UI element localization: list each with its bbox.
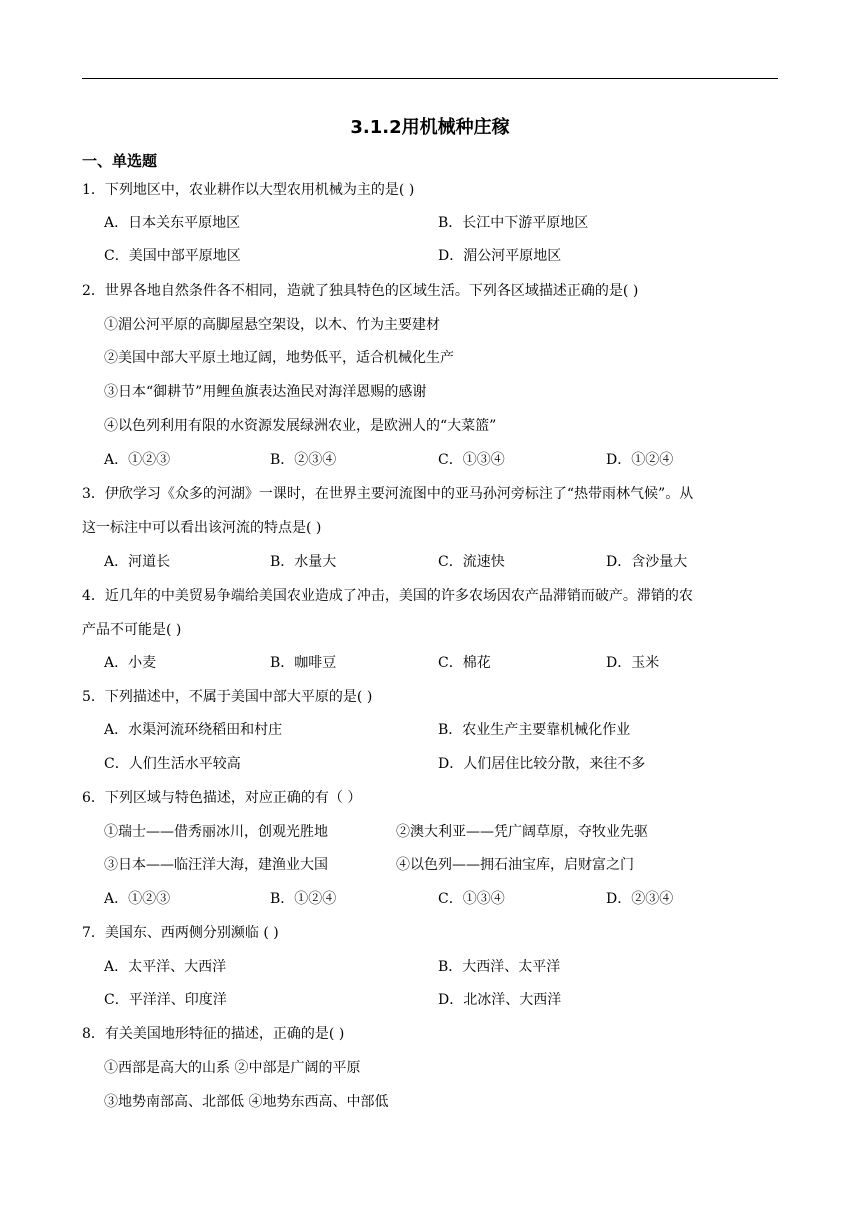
question-3-option-a: A．河道长: [104, 554, 171, 570]
question-3-stem-line-1: 3．伊欣学习《众多的河湖》一课时，在世界主要河流图中的亚马孙河旁标注了“热带雨林气候”。从: [82, 486, 694, 502]
question-4-stem-line-1: 4．近几年的中美贸易争端给美国农业造成了冲击，美国的许多农场因农产品滞销而破产。滞销的农: [82, 588, 693, 604]
question-4-option-d: D．玉米: [606, 655, 660, 671]
header-rule: [82, 78, 778, 79]
question-6-item-1: ①瑞士——借秀丽冰川，创观光胜地: [104, 824, 328, 840]
question-1-option-d: D．湄公河平原地区: [438, 248, 562, 264]
question-4-option-b: B．咖啡豆: [270, 655, 337, 671]
question-7-option-b: B．大西洋、太平洋: [438, 959, 561, 975]
question-6-option-c: C．①③④: [438, 891, 505, 907]
question-6-option-d: D．②③④: [606, 891, 674, 907]
question-6-option-a: A．①②③: [104, 891, 171, 907]
question-2-option-a: A．①②③: [104, 452, 171, 468]
question-4-stem-line-2: 产品不可能是( ): [82, 622, 182, 638]
question-3-option-d: D．含沙量大: [606, 554, 688, 570]
question-1-option-a: A．日本关东平原地区: [104, 215, 241, 231]
question-2-stem: 2．世界各地自然条件各不相同，造就了独具特色的区域生活。下列各区域描述正确的是( ): [82, 283, 639, 299]
page-title: 3.1.2用机械种庄稼: [350, 117, 510, 138]
question-5-option-d: D．人们居住比较分散，来往不多: [438, 756, 646, 772]
question-3-stem-line-2: 这一标注中可以看出该河流的特点是( ): [82, 520, 322, 536]
question-2-item-4: ④以色列利用有限的水资源发展绿洲农业，是欧洲人的“大菜篮”: [104, 418, 497, 434]
question-2-option-d: D．①②④: [606, 452, 674, 468]
question-6-item-4: ④以色列——拥石油宝库，启财富之门: [396, 857, 634, 873]
question-2-item-2: ②美国中部大平原土地辽阔，地势低平，适合机械化生产: [104, 350, 454, 366]
question-7-stem: 7．美国东、西两侧分别濒临 ( ): [82, 925, 279, 941]
question-2-item-3: ③日本“御耕节”用鲤鱼旗表达渔民对海洋恩赐的感谢: [104, 384, 427, 400]
question-1-option-c: C．美国中部平原地区: [104, 248, 241, 264]
question-3-option-b: B．水量大: [270, 554, 337, 570]
question-4-option-c: C．棉花: [438, 655, 491, 671]
question-8-stem: 8．有关美国地形特征的描述，正确的是( ): [82, 1026, 345, 1042]
question-6-stem: 6．下列区域与特色描述，对应正确的有（ ）: [82, 790, 362, 806]
question-1-option-b: B．长江中下游平原地区: [438, 215, 589, 231]
question-4-option-a: A．小麦: [104, 655, 157, 671]
question-2-option-c: C．①③④: [438, 452, 505, 468]
question-8-item-line-2: ③地势南部高、北部低 ④地势东西高、中部低: [104, 1094, 389, 1110]
question-5-option-b: B．农业生产主要靠机械化作业: [438, 722, 631, 738]
section-heading: 一、单选题: [82, 152, 158, 170]
question-5-option-a: A．水渠河流环绕稻田和村庄: [104, 722, 283, 738]
question-6-item-3: ③日本——临汪洋大海，建渔业大国: [104, 857, 328, 873]
question-6-item-2: ②澳大利亚——凭广阔草原，夺牧业先驱: [396, 824, 648, 840]
question-7-option-d: D．北冰洋、大西洋: [438, 992, 562, 1008]
question-7-option-a: A．太平洋、大西洋: [104, 959, 227, 975]
question-8-item-line-1: ①西部是高大的山系 ②中部是广阔的平原: [104, 1060, 361, 1076]
question-3-option-c: C．流速快: [438, 554, 505, 570]
question-1-stem: 1．下列地区中，农业耕作以大型农用机械为主的是( ): [82, 182, 415, 198]
question-7-option-c: C．平洋洋、印度洋: [104, 992, 227, 1008]
question-5-stem: 5．下列描述中，不属于美国中部大平原的是( ): [82, 689, 373, 705]
question-5-option-c: C．人们生活水平较高: [104, 756, 241, 772]
question-2-option-b: B．②③④: [270, 452, 337, 468]
question-6-option-b: B．①②④: [270, 891, 337, 907]
question-2-item-1: ①湄公河平原的高脚屋悬空架设，以木、竹为主要建材: [104, 317, 440, 333]
